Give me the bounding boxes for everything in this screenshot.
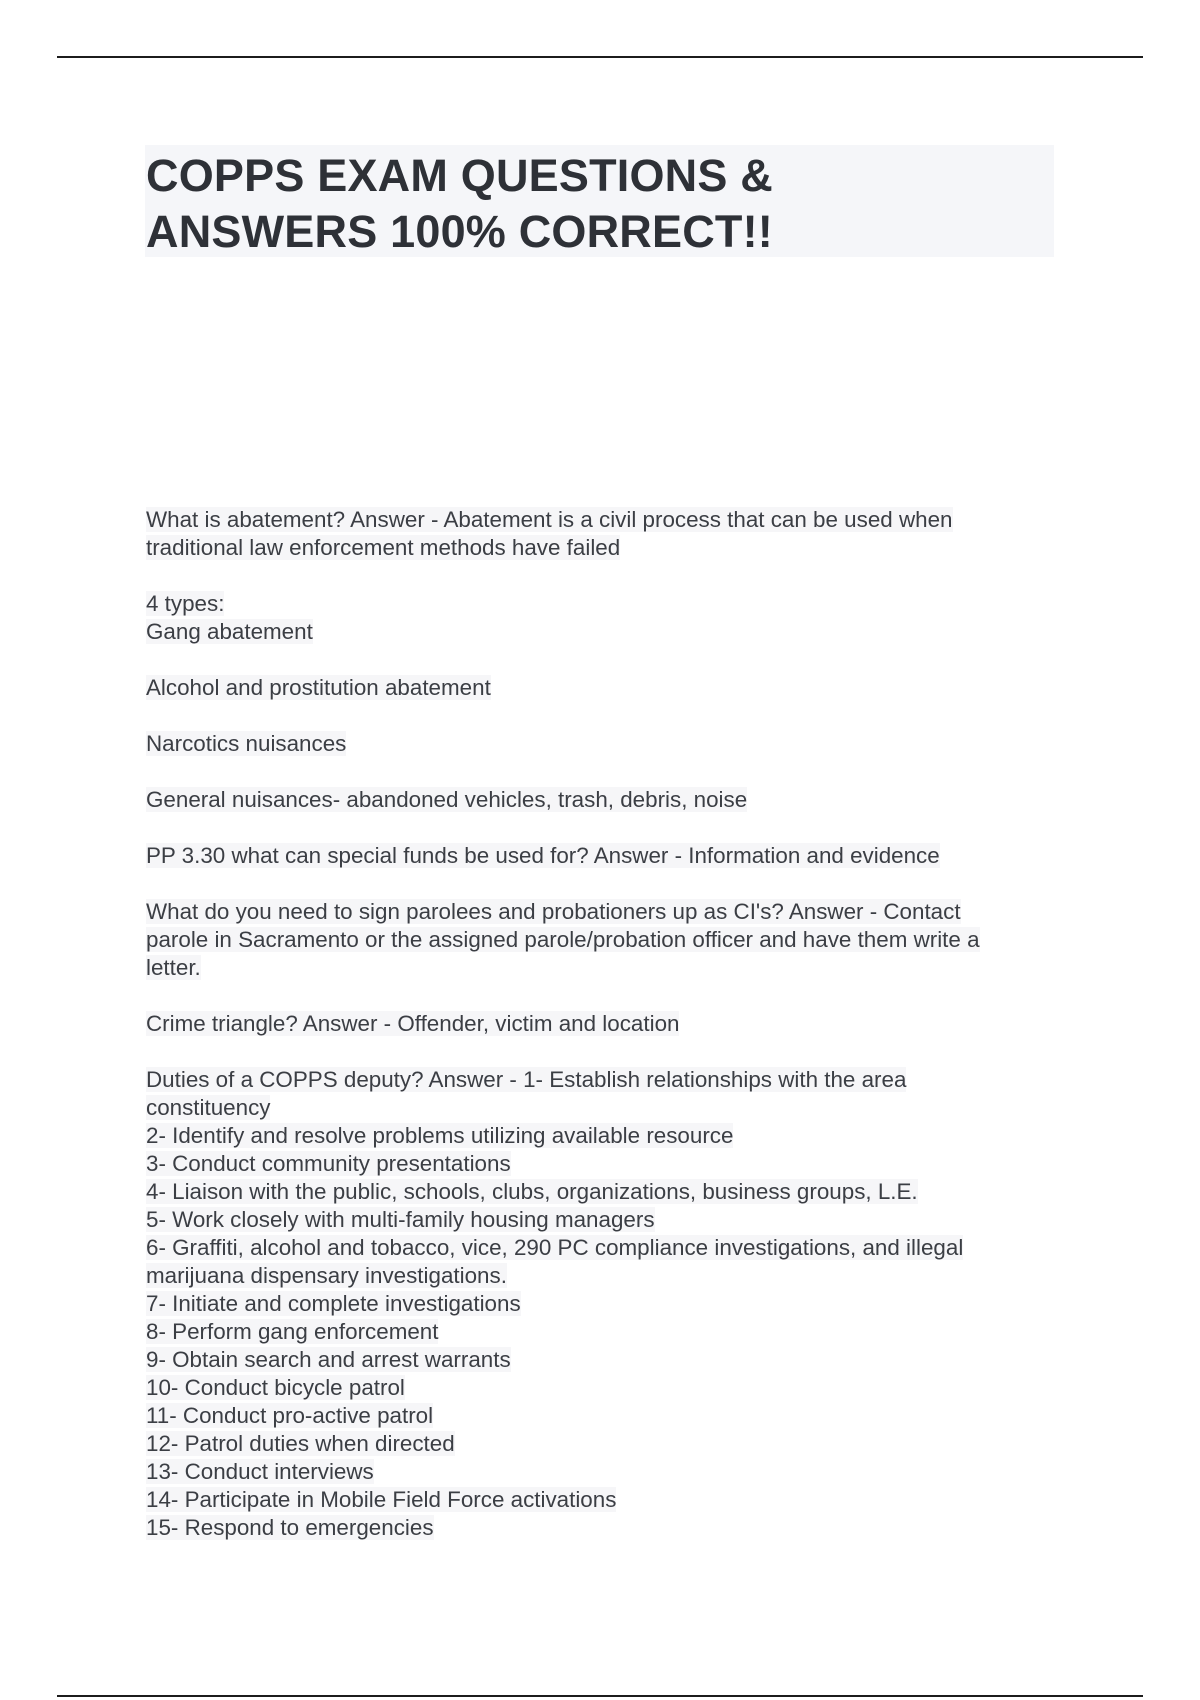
text-line: traditional law enforcement methods have failed — [146, 535, 621, 560]
text-line: 4 types: — [146, 591, 225, 616]
text-line: 2- Identify and resolve problems utilizing available resource — [146, 1123, 734, 1148]
abatement-type-item — [146, 674, 1066, 702]
question-special-funds — [146, 842, 1066, 870]
text-line: Narcotics nuisances — [146, 731, 347, 756]
text-line: 12- Patrol duties when directed — [146, 1431, 455, 1456]
text-line: 10- Conduct bicycle patrol — [146, 1375, 405, 1400]
text-line: 4- Liaison with the public, schools, clubs, organizations, business groups, L.E. — [146, 1179, 918, 1204]
abatement-type-item — [146, 730, 1066, 758]
top-rule — [57, 56, 1143, 58]
title-line: ANSWERS 100% CORRECT!! — [146, 206, 773, 257]
text-line: marijuana dispensary investigations. — [146, 1263, 507, 1288]
title-line: COPPS EXAM QUESTIONS & — [146, 150, 773, 201]
text-line: parole in Sacramento or the assigned parole/probation officer and have them write a — [146, 927, 980, 952]
text-line: 8- Perform gang enforcement — [146, 1319, 439, 1344]
text-line: Alcohol and prostitution abatement — [146, 675, 491, 700]
text-line: 7- Initiate and complete investigations — [146, 1291, 521, 1316]
text-line: PP 3.30 what can special funds be used for? Answer - Information and evidence — [146, 843, 940, 868]
text-line: letter. — [146, 955, 201, 980]
abatement-type-item — [146, 786, 1066, 814]
text-line: 14- Participate in Mobile Field Force activations — [146, 1487, 617, 1512]
abatement-type-item — [146, 618, 1066, 646]
text-line: 5- Work closely with multi-family housing managers — [146, 1207, 655, 1232]
page-title — [146, 148, 1026, 260]
text-line: General nuisances- abandoned vehicles, trash, debris, noise — [146, 787, 748, 812]
text-line: 6- Graffiti, alcohol and tobacco, vice, 290 PC compliance investigations, and illegal — [146, 1235, 964, 1260]
question-copps-duties — [146, 1066, 1066, 1542]
text-line: 13- Conduct interviews — [146, 1459, 374, 1484]
question-crime-triangle — [146, 1010, 1066, 1038]
text-line: What do you need to sign parolees and probationers up as CI's? Answer - Contact — [146, 899, 961, 924]
text-line: Duties of a COPPS deputy? Answer - 1- Establish relationships with the area — [146, 1067, 907, 1092]
question-abatement — [146, 506, 1066, 562]
text-line: 11- Conduct pro-active patrol — [146, 1403, 434, 1428]
question-parolees-ci — [146, 898, 1066, 982]
text-line: 15- Respond to emergencies — [146, 1515, 434, 1540]
abatement-types-heading — [146, 590, 1066, 618]
bottom-rule — [57, 1695, 1143, 1697]
text-line: 9- Obtain search and arrest warrants — [146, 1347, 511, 1372]
document-body — [146, 506, 1066, 1570]
text-line: constituency — [146, 1095, 271, 1120]
text-line: 3- Conduct community presentations — [146, 1151, 511, 1176]
text-line: Gang abatement — [146, 619, 313, 644]
text-line: What is abatement? Answer - Abatement is a civil process that can be used when — [146, 507, 953, 532]
text-line: Crime triangle? Answer - Offender, victim and location — [146, 1011, 680, 1036]
